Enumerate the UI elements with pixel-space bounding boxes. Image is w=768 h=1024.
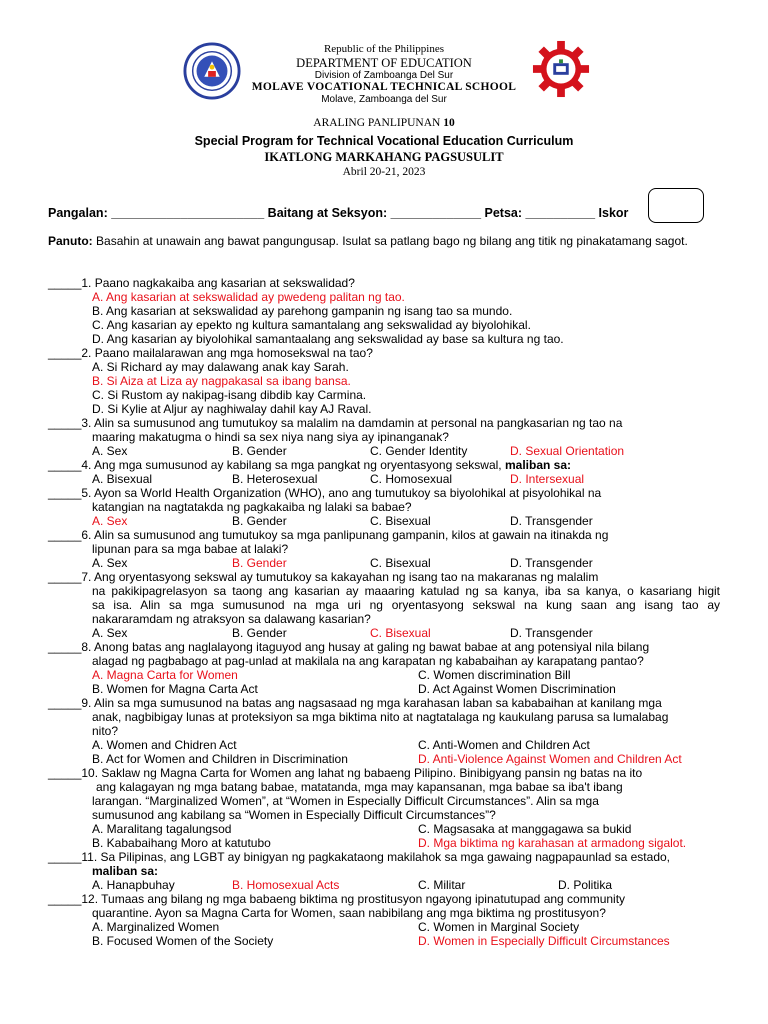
q10-choice-c: C. Magsasaka at manggagawa sa bukid <box>418 822 632 836</box>
question-10-cont-1: ang kalagayan ng mga batang babae, matatanda, mga may kapansanan, mga babae sa iba't ibang <box>96 780 623 794</box>
question-6: _____6. Alin sa sumusunod ang tumutukoy sa mga panlipunang gampanin, kilos at gawain na itinakda ng <box>48 528 609 542</box>
subject-name: ARALING PANLIPUNAN <box>313 117 441 129</box>
q11-choice-c: C. Militar <box>418 878 466 892</box>
q7-choice-c: C. Bisexual <box>370 626 431 640</box>
q12-choice-c: C. Women in Marginal Society <box>418 920 580 934</box>
q11-choice-b: B. Homosexual Acts <box>232 878 340 892</box>
q9-choice-c: C. Anti-Women and Children Act <box>418 738 590 752</box>
directions-label: Panuto: <box>48 234 93 248</box>
q10-choice-b: B. Kababaihang Moro at katutubo <box>92 836 271 850</box>
q3-choice-a: A. Sex <box>92 444 128 458</box>
question-8-cont: alagad ng pagbabago at pag-unlad at makilala na ang karapatan ng kababaihan ay karapatang pantao? <box>92 654 644 668</box>
q8-choice-d: D. Act Against Women Discrimination <box>418 682 616 696</box>
question-10: _____10. Saklaw ng Magna Carta for Women ang lahat ng babaeng Pilipino. Binibigyang pansin ng batas na ito <box>48 766 643 780</box>
q6-choice-c: C. Bisexual <box>370 556 431 570</box>
q3-choice-b: B. Gender <box>232 444 287 458</box>
q1-choice-b: B. Ang kasarian at sekswalidad ay parehong gampanin ng isang tao sa mundo. <box>92 304 513 318</box>
question-7-cont-3: nakararamdam ng atraksyon sa dalawang kasarian? <box>92 612 371 626</box>
program-title: Special Program for Technical Vocational Education Curriculum <box>194 134 574 148</box>
question-11-except: maliban sa: <box>92 864 159 878</box>
score-box[interactable] <box>648 188 704 223</box>
q10-choice-a: A. Maralitang tagalungsod <box>92 822 232 836</box>
q12-choice-b: B. Focused Women of the Society <box>92 934 274 948</box>
q5-choice-b: B. Gender <box>232 514 287 528</box>
question-10-cont-2: larangan. “Marginalized Women”, at “Women in Especially Difficult Circumstances”. Alin sa mga <box>92 794 599 808</box>
q5-choice-d: D. Transgender <box>510 514 593 528</box>
q5-choice-c: C. Bisexual <box>370 514 431 528</box>
q2-choice-c: C. Si Rustom ay nakipag-isang dibdib kay Carmina. <box>92 388 367 402</box>
q6-choice-b: B. Gender <box>232 556 287 570</box>
q3-choice-d: D. Sexual Orientation <box>510 444 625 458</box>
q11-choice-a: A. Hanapbuhay <box>92 878 175 892</box>
directions-text: Basahin at unawain ang bawat pangungusap. Isulat sa patlang bago ng bilang ang titik ng pinakatamang sagot. <box>96 234 688 248</box>
directions <box>48 234 728 248</box>
question-2: _____2. Paano mailalarawan ang mga homosekswal na tao? <box>48 346 373 360</box>
question-3-cont: maaring makatugma o hindi sa sex niya nang siya ay ipinanganak? <box>92 430 449 444</box>
q6-choice-d: D. Transgender <box>510 556 593 570</box>
q2-choice-d: D. Si Kylie at Aljur ay naghiwalay dahil kay AJ Raval. <box>92 402 372 416</box>
q1-choice-a: A. Ang kasarian at sekswalidad ay pwedeng palitan ng tao. <box>92 290 405 304</box>
name-label: Pangalan: <box>48 206 108 220</box>
q4-choice-b: B. Heterosexual <box>232 472 318 486</box>
q12-choice-d: D. Women in Especially Difficult Circumstances <box>418 934 670 948</box>
school-name: MOLAVE VOCATIONAL TECHNICAL SCHOOL <box>251 81 517 93</box>
section-blank[interactable]: _____________ <box>390 206 482 220</box>
name-blank[interactable]: ______________________ <box>111 206 265 220</box>
question-11: _____11. Sa Pilipinas, ang LGBT ay binigyan ng pagkakataong makilahok sa mga gawaing nagpapaunlad sa estado, <box>48 850 670 864</box>
question-5: _____5. Ayon sa World Health Organization (WHO), ano ang tumutukoy sa biyolohikal at pisyolohikal na <box>48 486 602 500</box>
q8-choice-b: B. Women for Magna Carta Act <box>92 682 258 696</box>
q7-choice-a: A. Sex <box>92 626 128 640</box>
question-9-cont-2: nito? <box>92 724 119 738</box>
q4-choice-c: C. Homosexual <box>370 472 453 486</box>
question-3: _____3. Alin sa sumusunod ang tumutukoy sa malalim na damdamin at personal na pangkasarian ng tao na <box>48 416 623 430</box>
q1-choice-d: D. Ang kasarian ay biyolohikal samantaalang ang sekswalidad ay base sa kultura ng tao. <box>92 332 564 346</box>
q7-choice-d: D. Transgender <box>510 626 593 640</box>
q11-choice-d: D. Politika <box>558 878 613 892</box>
question-7-cont-2: sa isa. Alin sa mga sumusunod na mga uri ng oryentasyong sekswal na kung saan ang isang tao ay <box>92 598 720 612</box>
question-9: _____9. Alin sa mga sumusunod na batas ang nagsasaad ng mga karahasan laban sa kababaihan at kanilang mga <box>48 696 662 710</box>
q2-choice-b: B. Si Aiza at Liza ay nagpakasal sa ibang bansa. <box>92 374 351 388</box>
department-text: DEPARTMENT OF EDUCATION <box>296 56 472 70</box>
q12-choice-a: A. Marginalized Women <box>92 920 220 934</box>
division-text: Division of Zamboanga Del Sur <box>314 70 454 81</box>
question-7-cont-1: na pakikipagrelasyon sa taong ang kasarian ay maaaring katulad ng sa kanya, iba sa kanya, o kasariang higit <box>92 584 720 598</box>
exam-title: IKATLONG MARKAHANG PAGSUSULIT <box>264 150 504 164</box>
subject-title <box>0 117 768 129</box>
question-10-cont-3: sumusunod ang kabilang sa “Women in Especially Difficult Circumstances”? <box>92 808 496 822</box>
question-9-cont-1: anak, nagbibigay lunas at proteksiyon sa mga biktima nito at nagtatalaga ng kaukulang parusa sa lumalabag <box>92 710 669 724</box>
date-blank[interactable]: __________ <box>525 206 596 220</box>
school-address: Molave, Zamboanga del Sur <box>321 94 447 105</box>
q9-choice-d: D. Anti-Violence Against Women and Children Act <box>418 752 682 766</box>
q3-choice-c: C. Gender Identity <box>370 444 468 458</box>
republic-text: Republic of the Philippines <box>323 43 445 55</box>
q1-choice-c: C. Ang kasarian ay epekto ng kultura samantalang ang sekswalidad ay biyolohikal. <box>92 318 531 332</box>
question-12-cont: quarantine. Ayon sa Magna Carta for Women, saan nabibilang ang mga biktima ng prostitusyon? <box>92 906 606 920</box>
q8-choice-a: A. Magna Carta for Women <box>92 668 238 682</box>
q2-choice-a: A. Si Richard ay may dalawang anak kay Sarah. <box>92 360 349 374</box>
q4-choice-a: A. Bisexual <box>92 472 153 486</box>
q4-choice-d: D. Intersexual <box>510 472 585 486</box>
q9-choice-b: B. Act for Women and Children in Discrimination <box>92 752 348 766</box>
q9-choice-a: A. Women and Chidren Act <box>92 738 237 752</box>
question-4-except: maliban sa: <box>504 458 572 472</box>
q10-choice-d: D. Mga biktima ng karahasan at armadong sigalot. <box>418 836 687 850</box>
question-5-cont: katangian na nagtatakda ng pagkakaiba ng lalaki sa babae? <box>92 500 412 514</box>
question-6-cont: lipunan para sa mga babae at lalaki? <box>92 542 289 556</box>
q6-choice-a: A. Sex <box>92 556 128 570</box>
score-label: Iskor <box>598 206 629 220</box>
student-info-line <box>48 206 628 220</box>
question-8: _____8. Anong batas ang naglalayong itaguyod ang husay at galing ng bawat babae at ang potensiyal nila bilang <box>48 640 650 654</box>
question-7: _____7. Ang oryentasyong sekswal ay tumutukoy sa kakayahan ng isang tao na makaranas ng malalim <box>48 570 599 584</box>
q5-choice-a: A. Sex <box>92 514 128 528</box>
question-4 <box>48 458 571 472</box>
section-label: Baitang at Seksyon: <box>267 206 388 220</box>
question-12: _____12. Tumaas ang bilang ng mga babaeng biktima ng prostitusyon ngayong ipinatutupad ang community <box>48 892 626 906</box>
q8-choice-c: C. Women discrimination Bill <box>418 668 571 682</box>
question-1: _____1. Paano nagkakaiba ang kasarian at sekswalidad? <box>48 276 355 290</box>
subject-grade: 10 <box>443 117 455 129</box>
date-label: Petsa: <box>484 206 523 220</box>
exam-date: Abril 20-21, 2023 <box>342 166 426 178</box>
question-4-text: _____4. Ang mga sumusunod ay kabilang sa mga pangkat ng oryentasyong sekswal, <box>48 458 502 472</box>
q7-choice-b: B. Gender <box>232 626 287 640</box>
